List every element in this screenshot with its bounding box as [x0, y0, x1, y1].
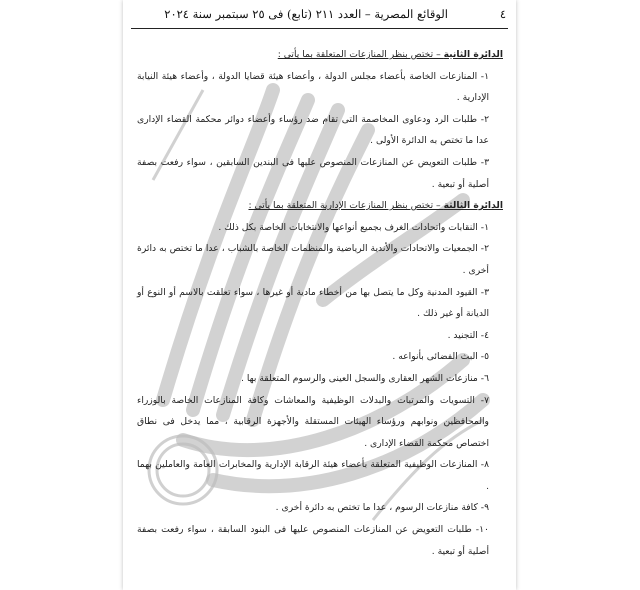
- running-title: الوقائع المصرية – العدد ٢١١ (تابع) فى ٢٥ سبتمبر سنة ٢٠٢٤: [164, 7, 448, 21]
- list-item: ١- المنازعات الخاصة بأعضاء مجلس الدولة ، وأعضاء هيئة قضايا الدولة ، وأعضاء هيئة النيابة الإدارية .: [137, 70, 489, 104]
- document-page: [123, 0, 516, 590]
- list-item: ٩- كافة منازعات الرسوم ، عدا ما تختص به دائرة أخرى .: [275, 502, 489, 514]
- circuit-two-title: الدائرة الثانية: [443, 49, 503, 60]
- circuit-three-intro: – تختص بنظر المنازعات الإدارية المتعلقة بما يأتى :: [248, 200, 444, 212]
- document-body: [137, 44, 503, 562]
- list-item: ٧- التسويات والمرتبات والبدلات الوظيفية والمعاشات وكافة المنازعات الخاصة بالوزراء والمحافظين ونوابهم ورؤساء الهيئات المستقلة والأجهزة الرقابية ، مما يدخل فى نطاق اختصاص محكمة القضاء الإدارى .: [137, 394, 489, 449]
- page-header: [123, 6, 516, 26]
- list-item: ٢- طلبات الرد ودعاوى المخاصمة التى تقام ضد رؤساء وأعضاء دوائر محكمة القضاء الإدارى عدا ما تختص به الدائرة الأولى .: [137, 113, 489, 147]
- list-item: ١- النقابات واتحادات الغرف بجميع أنواعها والانتخابات الخاصة بكل ذلك .: [218, 221, 489, 233]
- circuit-three-title: الدائرة الثالثة: [443, 200, 503, 212]
- list-item: ٥- البث الفضائى بأنواعه .: [392, 351, 489, 363]
- header-divider: [131, 28, 508, 29]
- section-heading-circuit-three: [137, 195, 503, 217]
- list-item: ١٠- طلبات التعويض عن المنازعات المنصوص عليها فى البنود السابقة ، سواء رفعت بصفة أصلية أو تبعية .: [137, 524, 489, 557]
- list-item: ٣- طلبات التعويض عن المنازعات المنصوص عليها فى البندين السابقين ، سواء رفعت بصفة أصلية أو تبعية .: [137, 156, 489, 190]
- section-heading-circuit-two: [137, 44, 503, 66]
- page-number: ٤: [499, 7, 506, 21]
- list-item: ٤- التجنيد .: [447, 329, 489, 341]
- list-item: ٦- منازعات الشهر العقارى والسجل العينى والرسوم المتعلقة بها .: [241, 372, 489, 384]
- list-item: ٢- الجمعيات والاتحادات والأندية الرياضية والمنظمات الخاصة بالشباب ، عدا ما تختص به دائرة أخرى .: [137, 243, 489, 276]
- list-item: ٨- المنازعات الوظيفية المتعلقة بأعضاء هيئة الرقابة الإدارية والمخابرات العامة والعاملين بهما .: [137, 459, 489, 492]
- list-item: ٣- القيود المدنية وكل ما يتصل بها من أخطاء مادية أو غيرها ، سواء تعلقت بالاسم أو النوع أو الديانة أو غير ذلك .: [137, 286, 489, 320]
- circuit-two-intro: – تختص بنظر المنازعات المتعلقة بما يأتى :: [277, 49, 444, 60]
